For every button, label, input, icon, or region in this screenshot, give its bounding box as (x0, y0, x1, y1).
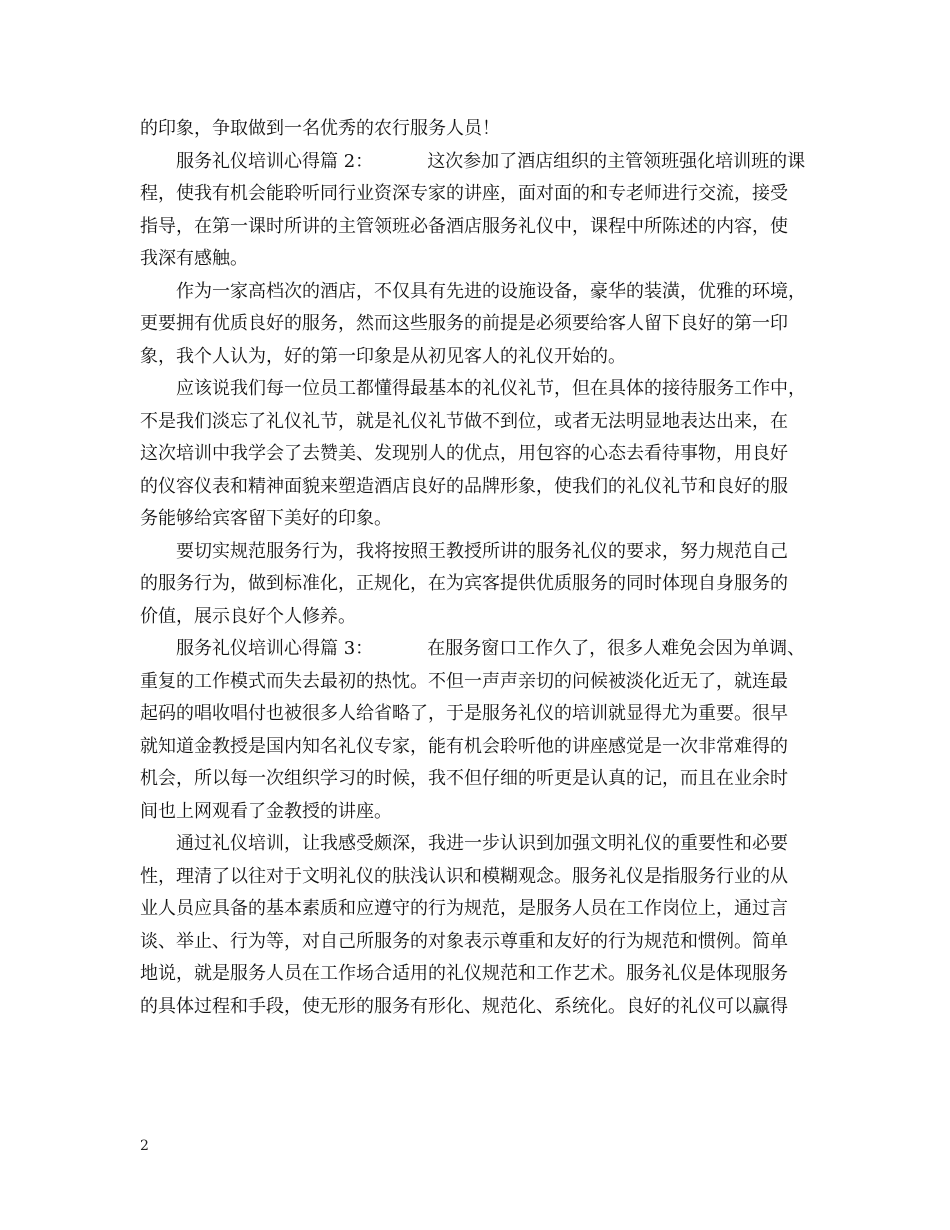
text-line (140, 243, 820, 276)
line-text: 应该说我们每一位员工都懂得最基本的礼仪礼节，但在具体的接待服务工作中， (176, 378, 806, 399)
line-text: 就知道金教授是国内知名礼仪专家，能有机会聆听他的讲座感觉是一次非常难得的 (140, 735, 788, 757)
line-text: 更要拥有优质良好的服务，然而这些服务的前提是必须要给客人留下良好的第一印 (140, 313, 788, 334)
line-text: 指导，在第一课时所讲的主管领班必备酒店服务礼仪中，课程中所陈述的内容，使 (140, 215, 788, 237)
section-heading-line (140, 146, 820, 179)
line-text: 的仪容仪表和精神面貌来塑造酒店良好的品牌形象，使我们的礼仪礼节和良好的服 (140, 475, 788, 497)
text-line (140, 341, 820, 374)
line-text: 价值，展示良好个人修养。 (140, 605, 356, 627)
line-text: 地说，就是服务人员在工作场合适用的礼仪规范和工作艺术。服务礼仪是体现服务 (140, 963, 788, 984)
line-text: 要切实规范服务行为，我将按照王教授所讲的服务礼仪的要求，努力规范自己 (176, 540, 788, 562)
section-heading: 服务礼仪培训心得篇 2： (176, 150, 374, 172)
page-number: 2 (140, 1138, 149, 1154)
text-line (140, 406, 820, 439)
section-heading: 服务礼仪培训心得篇 3： (176, 638, 374, 659)
line-text: 我深有感触。 (140, 248, 248, 269)
line-text: 这次培训中我学会了去赞美、发现别人的优点，用包容的心态去看待事物，用良好 (140, 443, 788, 464)
line-text: 不是我们淡忘了礼仪礼节，就是礼仪礼节做不到位，或者无法明显地表达出来，在 (140, 410, 788, 432)
text-line (140, 926, 820, 959)
text-line (140, 991, 820, 1024)
line-text: 作为一家高档次的酒店，不仅具有先进的设施设备，豪华的装潢，优雅的环境， (176, 280, 806, 302)
text-line (140, 113, 820, 146)
text-line (140, 276, 820, 309)
line-text: 务能够给宾客留下美好的印象。 (140, 508, 392, 529)
text-line (140, 178, 820, 211)
text-line (140, 471, 820, 504)
text-line (140, 211, 820, 244)
line-text: 起码的唱收唱付也被很多人给省略了，于是服务礼仪的培训就显得尤为重要。很早 (140, 703, 788, 724)
line-text: 机会，所以每一次组织学习的时候，我不但仔细的听更是认真的记，而且在业余时 (140, 768, 788, 789)
section-heading-line (140, 633, 820, 666)
text-line (140, 601, 820, 634)
text-line (140, 308, 820, 341)
text-line (140, 698, 820, 731)
line-text: 这次参加了酒店组织的主管领班强化培训班的课 (427, 150, 806, 172)
line-text: 象，我个人认为，好的第一印象是从初见客人的礼仪开始的。 (140, 345, 626, 367)
text-line (140, 893, 820, 926)
text-line (140, 828, 820, 861)
text-line (140, 731, 820, 764)
text-line (140, 796, 820, 829)
text-line (140, 763, 820, 796)
text-line (140, 503, 820, 536)
line-text: 的印象，争取做到一名优秀的农行服务人员！ (140, 118, 500, 139)
text-line (140, 373, 820, 406)
line-text: 的具体过程和手段，使无形的服务有形化、规范化、系统化。良好的礼仪可以赢得 (140, 995, 788, 1017)
line-text: 程，使我有机会能聆听同行业资深专家的讲座，面对面的和专老师进行交流，接受 (140, 183, 788, 204)
line-text: 间也上网观看了金教授的讲座。 (140, 800, 392, 822)
text-line (140, 861, 820, 894)
text-line (140, 958, 820, 991)
text-line (140, 438, 820, 471)
line-text: 性，理清了以往对于文明礼仪的肤浅认识和模糊观念。服务礼仪是指服务行业的从 (140, 865, 788, 887)
line-text: 在服务窗口工作久了，很多人难免会因为单调、 (427, 638, 806, 659)
text-line (140, 568, 820, 601)
line-text: 的服务行为，做到标准化，正规化，在为宾客提供优质服务的同时体现自身服务的 (140, 573, 788, 594)
line-text: 谈、举止、行为等，对自己所服务的对象表示尊重和友好的行为规范和惯例。简单 (140, 930, 788, 952)
line-text: 通过礼仪培训，让我感受颇深，我进一步认识到加强文明礼仪的重要性和必要 (176, 833, 788, 854)
text-line (140, 666, 820, 699)
line-text: 业人员应具备的基本素质和应遵守的行为规范，是服务人员在工作岗位上，通过言 (140, 898, 788, 919)
body-text (140, 113, 820, 1023)
line-text: 重复的工作模式而失去最初的热忱。不但一声声亲切的问候被淡化近无了，就连最 (140, 670, 788, 692)
text-line (140, 536, 820, 569)
